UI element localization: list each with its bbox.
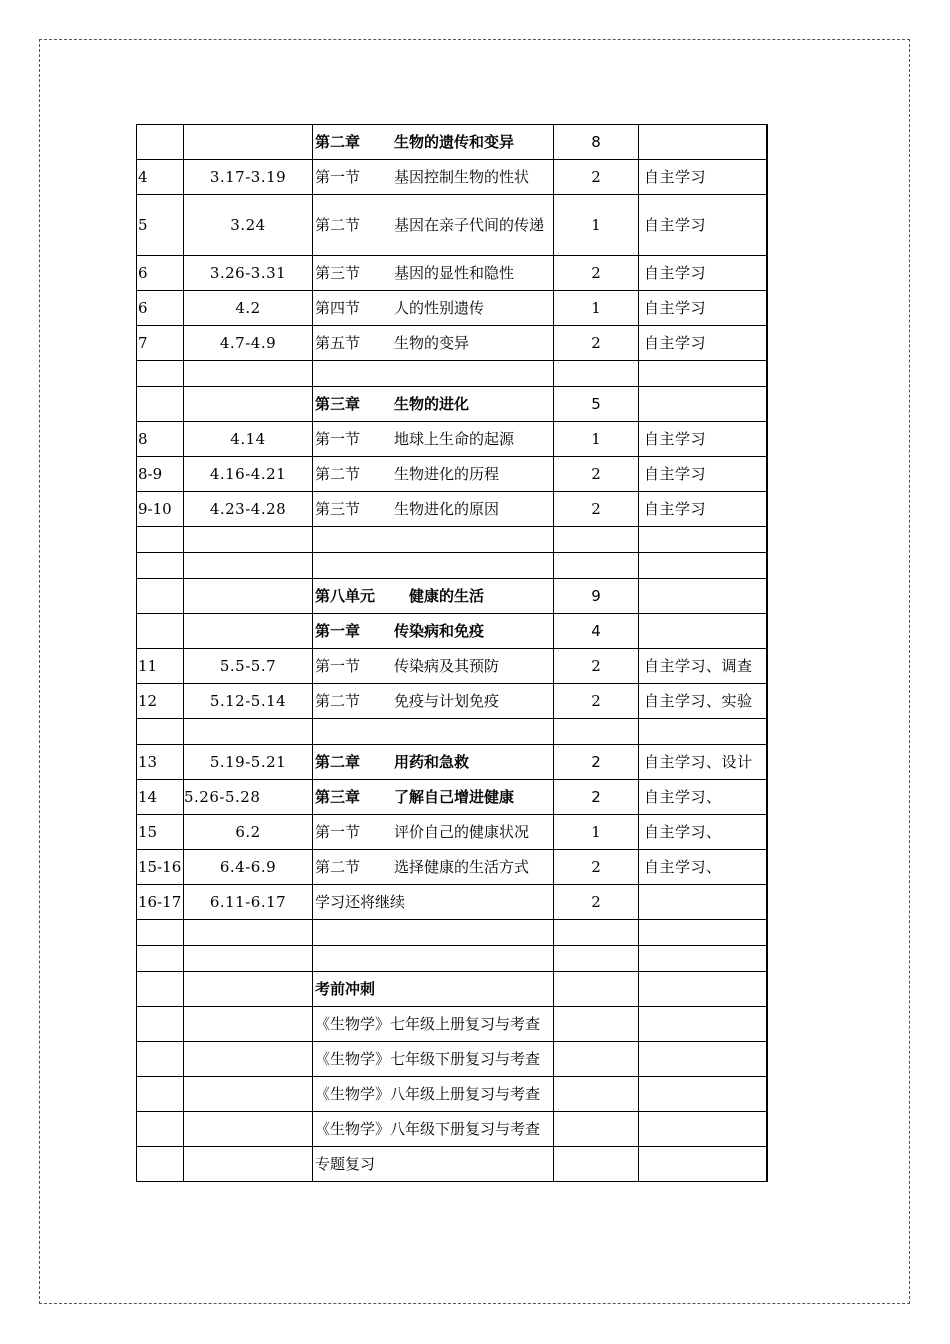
- section-topic: 传染病和免疫: [394, 622, 485, 640]
- table-row: [137, 745, 767, 780]
- content-cell: [313, 815, 554, 850]
- section-topic: 生物进化的原因: [394, 500, 500, 518]
- week-cell: [137, 719, 184, 745]
- week-cell: 13: [137, 745, 184, 780]
- content-cell: [313, 457, 554, 492]
- section-label: 专题复习: [315, 1155, 376, 1173]
- content-cell: [313, 885, 554, 920]
- week-cell: [137, 1112, 184, 1147]
- method-cell: 自主学习、: [639, 815, 767, 850]
- content-cell: [313, 1077, 554, 1112]
- section-label: 第二节: [315, 465, 361, 483]
- content-cell: [313, 1112, 554, 1147]
- content-cell: [313, 492, 554, 527]
- method-cell: [639, 553, 767, 579]
- method-cell: 自主学习、设计: [639, 745, 767, 780]
- table-row: [137, 422, 767, 457]
- table-row: [137, 1147, 767, 1182]
- method-cell: 自主学习: [639, 256, 767, 291]
- date-cell: [184, 1077, 313, 1112]
- hours-cell: [554, 361, 639, 387]
- method-cell: 自主学习: [639, 492, 767, 527]
- section-label: 《生物学》七年级上册复习与考查: [315, 1015, 541, 1033]
- method-cell: [639, 125, 767, 160]
- table-row: [137, 579, 767, 614]
- hours-cell: 2: [554, 745, 639, 780]
- section-topic: 生物的遗传和变异: [394, 133, 515, 151]
- section-label: 考前冲刺: [315, 980, 376, 998]
- section-label: 第二节: [315, 692, 361, 710]
- date-cell: 4.23-4.28: [184, 492, 313, 527]
- hours-cell: 2: [554, 492, 639, 527]
- content-cell: [313, 972, 554, 1007]
- section-label: 第五节: [315, 334, 361, 352]
- hours-cell: 1: [554, 422, 639, 457]
- table-row: [137, 684, 767, 719]
- hours-cell: 4: [554, 614, 639, 649]
- table-row: [137, 527, 767, 553]
- content-cell: [313, 579, 554, 614]
- date-cell: 6.2: [184, 815, 313, 850]
- table-row: [137, 920, 767, 946]
- method-cell: [639, 885, 767, 920]
- week-cell: [137, 387, 184, 422]
- section-label: 第二章: [315, 753, 361, 771]
- hours-cell: 1: [554, 195, 639, 256]
- hours-cell: 2: [554, 684, 639, 719]
- content-cell: [313, 614, 554, 649]
- section-label: 第一节: [315, 823, 361, 841]
- date-cell: 3.24: [184, 195, 313, 256]
- table-row: [137, 256, 767, 291]
- hours-cell: 2: [554, 780, 639, 815]
- week-cell: 16-17: [137, 885, 184, 920]
- section-topic: 基因在亲子代间的传递: [394, 216, 545, 234]
- method-cell: 自主学习: [639, 195, 767, 256]
- date-cell: 5.19-5.21: [184, 745, 313, 780]
- content-cell: [313, 719, 554, 745]
- week-cell: 15-16: [137, 850, 184, 885]
- method-cell: [639, 972, 767, 1007]
- content-cell: [313, 422, 554, 457]
- method-cell: 自主学习: [639, 291, 767, 326]
- date-cell: 3.17-3.19: [184, 160, 313, 195]
- section-label: 第二章: [315, 133, 361, 151]
- table-row: [137, 361, 767, 387]
- week-cell: [137, 1077, 184, 1112]
- section-topic: 了解自己增进健康: [394, 788, 515, 806]
- week-cell: [137, 972, 184, 1007]
- week-cell: 6: [137, 291, 184, 326]
- section-topic: 选择健康的生活方式: [394, 858, 530, 876]
- content-cell: [313, 1007, 554, 1042]
- table-row: [137, 719, 767, 745]
- week-cell: 6: [137, 256, 184, 291]
- method-cell: 自主学习、: [639, 850, 767, 885]
- section-topic: 免疫与计划免疫: [394, 692, 500, 710]
- date-cell: [184, 553, 313, 579]
- week-cell: 5: [137, 195, 184, 256]
- week-cell: [137, 125, 184, 160]
- date-cell: [184, 946, 313, 972]
- hours-cell: 2: [554, 160, 639, 195]
- table-row: [137, 492, 767, 527]
- section-topic: 评价自己的健康状况: [394, 823, 530, 841]
- hours-cell: 8: [554, 125, 639, 160]
- date-cell: 5.12-5.14: [184, 684, 313, 719]
- method-cell: 自主学习: [639, 457, 767, 492]
- week-cell: 11: [137, 649, 184, 684]
- method-cell: [639, 1147, 767, 1182]
- content-cell: [313, 291, 554, 326]
- method-cell: [639, 1042, 767, 1077]
- date-cell: [184, 614, 313, 649]
- hours-cell: [554, 920, 639, 946]
- week-cell: [137, 553, 184, 579]
- section-label: 第三节: [315, 264, 361, 282]
- week-cell: [137, 614, 184, 649]
- content-cell: [313, 387, 554, 422]
- method-cell: [639, 946, 767, 972]
- content-cell: [313, 195, 554, 256]
- method-cell: [639, 579, 767, 614]
- table-row: [137, 972, 767, 1007]
- week-cell: [137, 1007, 184, 1042]
- hours-cell: 2: [554, 457, 639, 492]
- section-label: 第二节: [315, 858, 361, 876]
- table-row: [137, 946, 767, 972]
- hours-cell: [554, 1112, 639, 1147]
- method-cell: [639, 1077, 767, 1112]
- content-cell: [313, 1147, 554, 1182]
- method-cell: [639, 361, 767, 387]
- week-cell: 14: [137, 780, 184, 815]
- hours-cell: [554, 1077, 639, 1112]
- table-row: [137, 457, 767, 492]
- table-row: [137, 291, 767, 326]
- date-cell: 4.14: [184, 422, 313, 457]
- table-row: [137, 387, 767, 422]
- date-cell: 4.16-4.21: [184, 457, 313, 492]
- hours-cell: [554, 1147, 639, 1182]
- week-cell: 8: [137, 422, 184, 457]
- date-cell: [184, 719, 313, 745]
- date-cell: [184, 361, 313, 387]
- date-cell: [184, 1112, 313, 1147]
- week-cell: [137, 946, 184, 972]
- date-cell: 6.11-6.17: [184, 885, 313, 920]
- hours-cell: 1: [554, 291, 639, 326]
- section-topic: 人的性别遗传: [394, 299, 485, 317]
- week-cell: 12: [137, 684, 184, 719]
- section-topic: 用药和急救: [394, 753, 470, 771]
- week-cell: 15: [137, 815, 184, 850]
- section-label: 《生物学》八年级上册复习与考查: [315, 1085, 541, 1103]
- table-row: [137, 195, 767, 256]
- section-label: 第三章: [315, 395, 361, 413]
- table-row: [137, 1077, 767, 1112]
- section-topic: 基因的显性和隐性: [394, 264, 515, 282]
- method-cell: [639, 719, 767, 745]
- schedule-body: [137, 125, 767, 1182]
- section-label: 第四节: [315, 299, 361, 317]
- hours-cell: [554, 553, 639, 579]
- content-cell: [313, 920, 554, 946]
- hours-cell: 9: [554, 579, 639, 614]
- table-row: [137, 885, 767, 920]
- section-topic: 生物的变异: [394, 334, 470, 352]
- date-cell: [184, 1147, 313, 1182]
- content-cell: [313, 684, 554, 719]
- method-cell: 自主学习: [639, 326, 767, 361]
- content-cell: [313, 745, 554, 780]
- table-row: [137, 326, 767, 361]
- week-cell: 8-9: [137, 457, 184, 492]
- content-cell: [313, 160, 554, 195]
- date-cell: 5.26-5.28: [184, 780, 313, 815]
- week-cell: 9-10: [137, 492, 184, 527]
- hours-cell: [554, 1042, 639, 1077]
- week-cell: [137, 920, 184, 946]
- method-cell: 自主学习、实验: [639, 684, 767, 719]
- content-cell: [313, 361, 554, 387]
- method-cell: [639, 527, 767, 553]
- table-row: [137, 125, 767, 160]
- content-cell: [313, 326, 554, 361]
- section-label: 第一节: [315, 168, 361, 186]
- week-cell: [137, 527, 184, 553]
- section-label: 第三章: [315, 788, 361, 806]
- date-cell: [184, 579, 313, 614]
- section-topic: 地球上生命的起源: [394, 430, 515, 448]
- section-topic: 基因控制生物的性状: [394, 168, 530, 186]
- week-cell: 7: [137, 326, 184, 361]
- content-cell: [313, 256, 554, 291]
- method-cell: [639, 387, 767, 422]
- method-cell: 自主学习、调查: [639, 649, 767, 684]
- method-cell: 自主学习、: [639, 780, 767, 815]
- section-label: 《生物学》八年级下册复习与考查: [315, 1120, 541, 1138]
- table-row: [137, 780, 767, 815]
- date-cell: [184, 387, 313, 422]
- method-cell: 自主学习: [639, 422, 767, 457]
- section-label: 第一节: [315, 430, 361, 448]
- hours-cell: 1: [554, 815, 639, 850]
- section-label: 《生物学》七年级下册复习与考查: [315, 1050, 541, 1068]
- date-cell: 3.26-3.31: [184, 256, 313, 291]
- date-cell: [184, 1042, 313, 1077]
- table-row: [137, 1007, 767, 1042]
- method-cell: [639, 1112, 767, 1147]
- content-cell: [313, 527, 554, 553]
- method-cell: 自主学习: [639, 160, 767, 195]
- table-row: [137, 649, 767, 684]
- method-cell: [639, 920, 767, 946]
- section-topic: 生物的进化: [394, 395, 470, 413]
- week-cell: [137, 361, 184, 387]
- hours-cell: [554, 527, 639, 553]
- content-cell: [313, 850, 554, 885]
- week-cell: 4: [137, 160, 184, 195]
- hours-cell: 2: [554, 850, 639, 885]
- table-row: [137, 160, 767, 195]
- table-row: [137, 614, 767, 649]
- section-label: 第一节: [315, 657, 361, 675]
- method-cell: [639, 1007, 767, 1042]
- teaching-schedule-table: [136, 124, 768, 1182]
- hours-cell: [554, 719, 639, 745]
- hours-cell: 2: [554, 256, 639, 291]
- week-cell: [137, 579, 184, 614]
- date-cell: 4.2: [184, 291, 313, 326]
- hours-cell: 2: [554, 885, 639, 920]
- hours-cell: [554, 972, 639, 1007]
- method-cell: [639, 614, 767, 649]
- week-cell: [137, 1147, 184, 1182]
- date-cell: [184, 125, 313, 160]
- section-topic: 健康的生活: [409, 587, 485, 605]
- date-cell: 5.5-5.7: [184, 649, 313, 684]
- section-label: 学习还将继续: [315, 893, 406, 911]
- hours-cell: 5: [554, 387, 639, 422]
- date-cell: [184, 527, 313, 553]
- date-cell: 6.4-6.9: [184, 850, 313, 885]
- content-cell: [313, 780, 554, 815]
- week-cell: [137, 1042, 184, 1077]
- hours-cell: 2: [554, 649, 639, 684]
- date-cell: [184, 1007, 313, 1042]
- table-row: [137, 553, 767, 579]
- table-row: [137, 1042, 767, 1077]
- hours-cell: 2: [554, 326, 639, 361]
- content-cell: [313, 125, 554, 160]
- content-cell: [313, 553, 554, 579]
- table-row: [137, 1112, 767, 1147]
- content-cell: [313, 1042, 554, 1077]
- hours-cell: [554, 946, 639, 972]
- section-label: 第一章: [315, 622, 361, 640]
- section-label: 第二节: [315, 216, 361, 234]
- date-cell: [184, 920, 313, 946]
- date-cell: [184, 972, 313, 1007]
- section-topic: 传染病及其预防: [394, 657, 500, 675]
- table-row: [137, 815, 767, 850]
- date-cell: 4.7-4.9: [184, 326, 313, 361]
- section-topic: 生物进化的历程: [394, 465, 500, 483]
- section-label: 第三节: [315, 500, 361, 518]
- section-label: 第八单元: [315, 587, 376, 605]
- hours-cell: [554, 1007, 639, 1042]
- content-cell: [313, 946, 554, 972]
- content-cell: [313, 649, 554, 684]
- table-row: [137, 850, 767, 885]
